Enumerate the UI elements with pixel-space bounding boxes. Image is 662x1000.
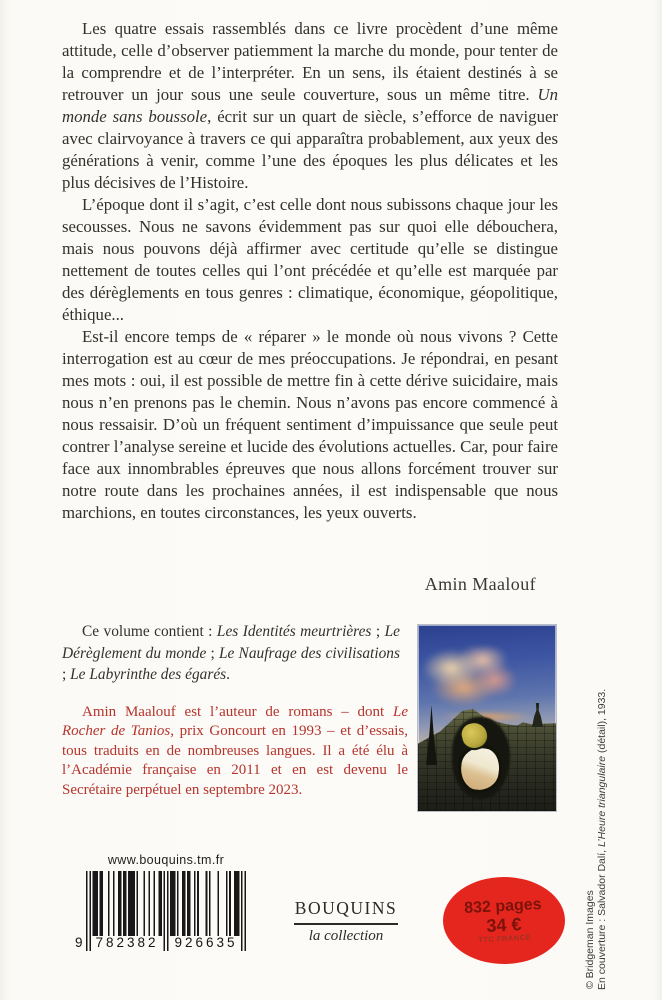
- book-title-un-monde-sans-boussole: Un monde sans boussole: [62, 85, 558, 126]
- barcode-digits-right: 926635: [174, 935, 238, 950]
- barcode-digit-lead: 9: [75, 935, 83, 950]
- separator: ;: [206, 644, 219, 662]
- paragraph-2: L’époque dont il s’agit, c’est celle dont nous subissons chaque jour les secousses. Nous ne savons évidemment pas sur quoi elle débouchera, mais nous pouvons déjà affirmer avec certitude qu’elle se distingue nettement de toutes celles qui l’ont précédée et qu’elle est marquée par des dérèglements en tous genres : climatique, économique, géopolitique, éthique...: [62, 195, 558, 324]
- volume-contents-note: [62, 621, 400, 686]
- paragraph-1: [62, 18, 558, 194]
- page-count: 832 pages: [464, 895, 543, 917]
- paragraph-1-text: Les quatre essais rassemblés dans ce livre procèdent d’une même attitude, celle d’observer patiemment la marche du monde, pour tenter de la comprendre et de l’interpréter. En un sens, ils étaient destinés à se retrouver un jour sous une seule couverture, sous un même titre.: [62, 19, 558, 104]
- credit-text-end: (détail), 1933.: [596, 688, 608, 756]
- copyright-bridgeman: © Bridgeman Images: [584, 890, 596, 989]
- author-bio: [62, 703, 408, 800]
- title-rocher-de-tanios: Le Rocher de Tanios: [62, 704, 408, 740]
- publisher-name: BOUQUINS: [294, 898, 398, 918]
- title-dereglement-du-monde: Le Dérèglement du monde: [62, 623, 400, 662]
- bio-text: Amin Maalouf est l’auteur de romans – dont: [82, 704, 393, 720]
- cover-photo-credit: [596, 604, 610, 990]
- cover-art-cloud: [420, 647, 524, 707]
- title-identites-meurtrieres: Les Identités meurtrières: [216, 623, 372, 640]
- tax-note: TTC FRANCE: [478, 932, 532, 944]
- back-cover-text: [62, 18, 558, 524]
- artwork-title: L’Heure triangulaire: [596, 755, 608, 847]
- publisher-logo: [288, 898, 404, 945]
- ean13-barcode: [75, 871, 246, 961]
- paragraph-1-text-end: , écrit sur un quart de siècle, s’efforce de naviguer avec clairvoyance à travers ce qui apparaîtra probablement, aux yeux des générations à venir, comme l’une des époques les plus délicates et les plus décisives de l’Histoire.: [62, 107, 558, 192]
- title-naufrage-des-civilisations: Le Naufrage des civilisations: [218, 644, 400, 662]
- separator: ;: [371, 623, 385, 640]
- contents-prefix: Ce volume contient :: [82, 623, 217, 640]
- publisher-website: www.bouquins.tm.fr: [107, 853, 225, 867]
- separator: ;: [62, 666, 71, 683]
- price-badge: [443, 877, 565, 964]
- period: .: [226, 666, 231, 683]
- credit-text: En couverture : Salvador Dalí,: [596, 847, 608, 990]
- cover-artwork-thumbnail: [418, 625, 556, 811]
- barcode-digits-left: 782382: [95, 935, 159, 950]
- publisher-rule: [294, 923, 398, 925]
- author-signature: Amin Maalouf: [424, 574, 536, 594]
- price: 34 €: [486, 913, 523, 936]
- paragraph-3: Est-il encore temps de « réparer » le monde où nous vivons ? Cette interrogation est au cœur de mes préoccupations. Je répondrai, en pesant mes mots : oui, il est possible de mettre fin à cette dérive suicidaire, mais nous n’en prenons pas le chemin. Nous n’avons pas encore commencé à nous ressaisir. D’où un fréquent sentiment d’impuissance que seule peut contrer l’analyse sereine et lucide des évolutions actuelles. Car, pour faire face aux innombrables épreuves que nous allons forcément trouver sur notre route dans les prochaines années, il est indispensable que nous marchions, en toutes circonstances, les yeux ouverts.: [62, 327, 558, 522]
- title-labyrinthe-des-egares: Le Labyrinthe des égarés: [70, 666, 227, 683]
- bio-text-end: , prix Goncourt en 1993 – et d’essais, tous traduits en de nombreuses langues. Il a été élu à l’Académie française en 2011 et en est devenu le Secrétaire perpétuel en septembre 2023.: [62, 723, 408, 798]
- price-badge-text: [464, 897, 544, 945]
- publisher-collection: la collection: [308, 927, 384, 944]
